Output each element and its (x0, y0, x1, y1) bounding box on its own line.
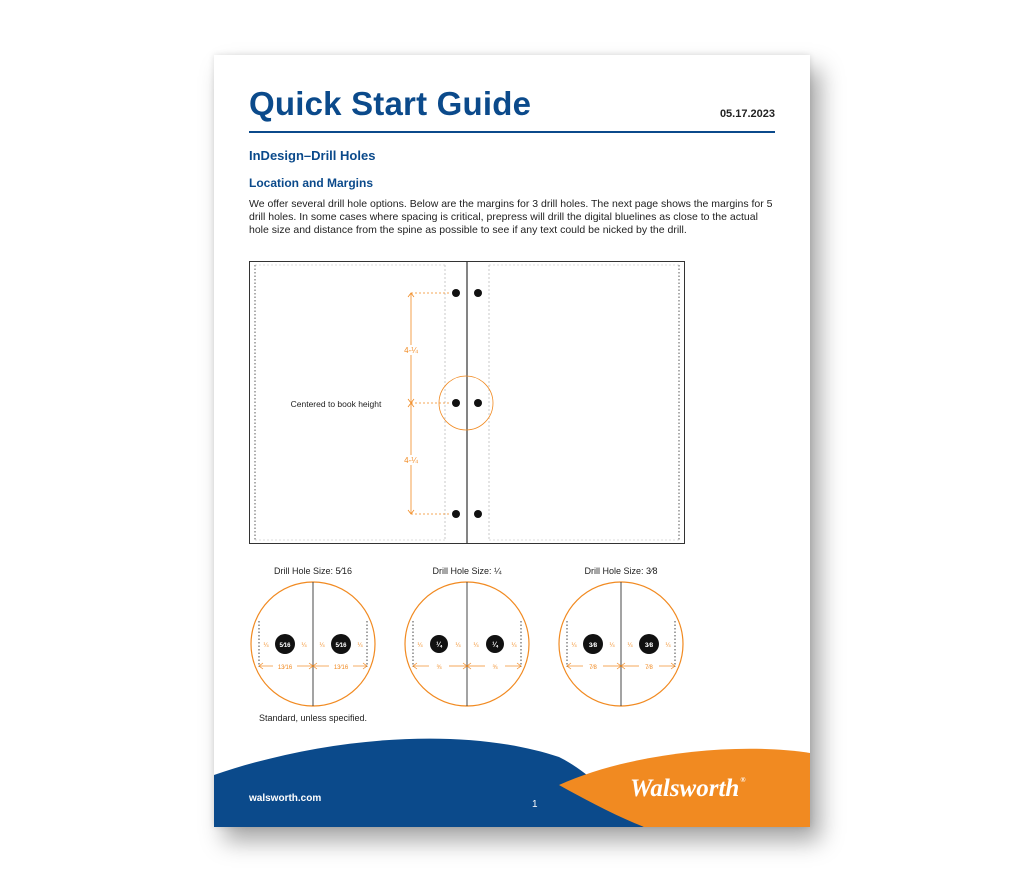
standard-note: Standard, unless specified. (258, 713, 368, 723)
distance-label: 7⁄8 (589, 665, 597, 671)
spacing-label-bottom: 4-¼ (404, 456, 418, 465)
edge-margin-label: ¼ (417, 643, 423, 649)
drill-size-caption-1: Drill Hole Size: 5⁄16 (273, 566, 353, 576)
drill-size-caption-2: Drill Hole Size: ¼ (432, 566, 502, 576)
edge-margin-label: ¼ (263, 643, 269, 649)
page-number: 1 (532, 799, 538, 810)
spacing-arrows (408, 293, 450, 514)
drill-hole (474, 510, 482, 518)
edge-margin-label: ¼ (571, 643, 577, 649)
edge-margin-label: ¼ (609, 643, 615, 649)
drill-holes-right (474, 289, 482, 518)
edge-margin-label: ¼ (665, 643, 671, 649)
drill-size-detail-3 (559, 566, 683, 706)
edge-margin-label: ¼ (473, 643, 479, 649)
spacing-label-top: 4-¼ (404, 346, 418, 355)
drill-hole (474, 399, 482, 407)
edge-margin-label: ¼ (357, 643, 363, 649)
title-rule (249, 131, 775, 133)
distance-label: 13⁄16 (333, 665, 349, 671)
distance-label: ¾ (436, 665, 442, 671)
drill-size-detail-2 (405, 566, 529, 706)
hole-size-label: 3⁄8 (644, 642, 654, 649)
hole-size-label: ¼ (436, 642, 442, 649)
distance-label: 7⁄8 (645, 665, 653, 671)
hole-size-label: 3⁄8 (588, 642, 598, 649)
hole-size-label: ¼ (492, 642, 498, 649)
drill-hole (452, 399, 460, 407)
edge-margin-label: ¼ (455, 643, 461, 649)
drill-size-caption-3: Drill Hole Size: 3⁄8 (584, 566, 658, 576)
hole-size-label: 5⁄16 (335, 643, 347, 649)
edge-margin-label: ¼ (319, 643, 325, 649)
edge-margin-label: ¼ (511, 643, 517, 649)
document-date: 05.17.2023 (719, 108, 775, 120)
distance-label: 13⁄16 (277, 665, 293, 671)
section-subheading: Location and Margins (249, 176, 374, 190)
drill-hole-diagram (249, 261, 775, 727)
hole-size-label: 5⁄16 (279, 643, 291, 649)
walsworth-logo: Walsworth® (630, 775, 746, 802)
book-spread (250, 261, 685, 544)
page-title: Quick Start Guide (249, 85, 532, 122)
guide-page (214, 55, 810, 827)
edge-margin-label: ¼ (627, 643, 633, 649)
drill-hole (452, 289, 460, 297)
drill-hole (452, 510, 460, 518)
drill-holes-left (452, 289, 460, 518)
center-label: Centered to book height (290, 399, 382, 409)
distance-label: ¾ (492, 665, 498, 671)
edge-margin-label: ¼ (301, 643, 307, 649)
drill-size-detail-1 (251, 566, 375, 723)
drill-hole (474, 289, 482, 297)
section-heading: InDesign–Drill Holes (249, 148, 376, 163)
intro-paragraph: We offer several drill hole options. Below are the margins for 3 drill holes. The next page shows the margins for 5 drill holes. In some cases where spacing is critical, prepress will drill the digital bluelines as close to the actual hole size and distance from the spine as possible to see if any text could be nicked by the drill. (249, 198, 773, 236)
footer-website-link[interactable]: walsworth.com (249, 793, 322, 804)
